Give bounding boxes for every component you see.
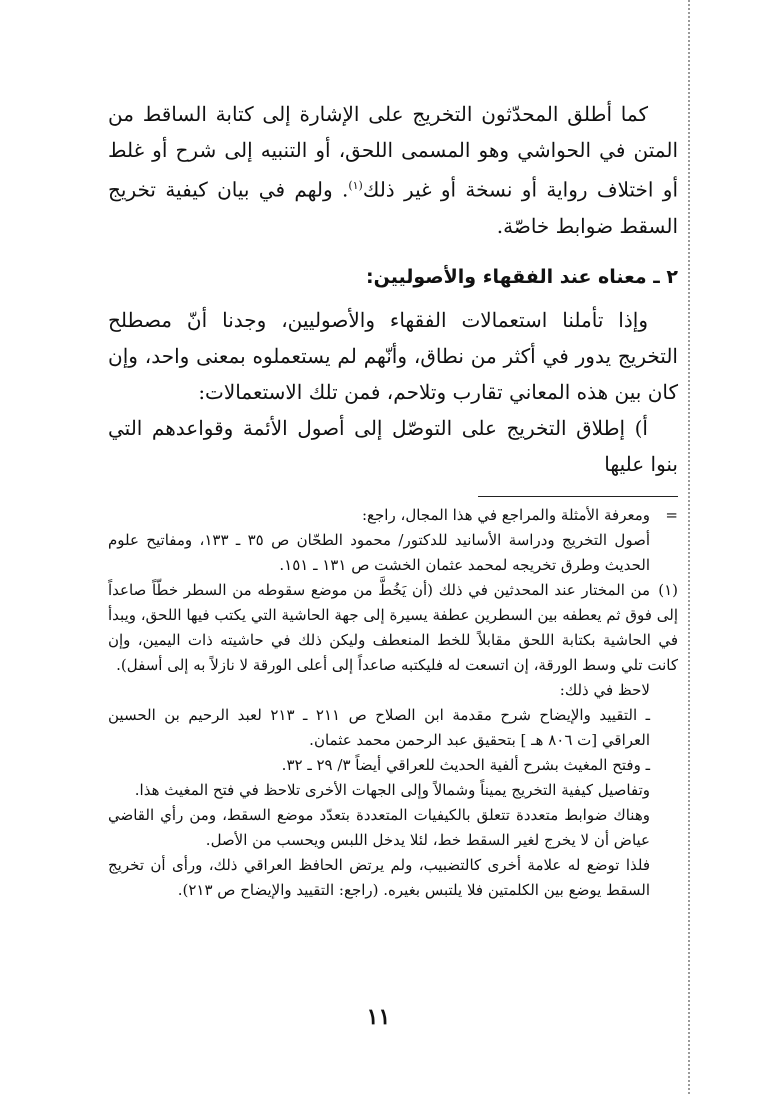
- page-number: ١١: [366, 1004, 391, 1030]
- footnote-1-para2: وتفاصيل كيفية التخريج يميناً وشمالاً وإلى الجهات الأخرى تلاحظ في فتح المغيث هذا.: [134, 780, 650, 799]
- para1-text: كما أطلق المحدّثون التخريج على الإشارة إلى كتابة الساقط من المتن في الحواشي وهو المسمى اللحق، أو التنبيه إلى شرح أو غلط أو اختلاف رواية أو نسخة أو غير ذلك: [108, 102, 678, 202]
- body-paragraph-1: [108, 96, 678, 244]
- section-heading: ٢ ـ معناه عند الفقهاء والأصوليين:: [366, 265, 678, 288]
- footnote-1-mark: (١): [658, 580, 678, 599]
- footnote-1-ref2: ـ وفتح المغيث بشرح ألفية الحديث للعراقي أيضاً ٣/ ٢٩ ـ ٣٢.: [281, 755, 650, 774]
- footnote-1-ref1: ـ التقييد والإيضاح شرح مقدمة ابن الصلاح ص ٢١١ ـ ٢١٣ لعبد الرحيم بن الحسين العراقي [ت ٨٠٦ هـ ] بتحقيق عبد الرحمن محمد عثمان.: [108, 705, 651, 749]
- page-content: [108, 96, 678, 903]
- footnote-1-text: من المختار عند المحدثين في ذلك (أن يَخُطَّ من موضع سقوطه من السطر خطّاً صاعداً إلى فوق ثم يعطفه بين السطرين عطفة يسيرة إلى جهة الحاشية التي يكتب فيها اللحق، ويبدأ في الحاشية بكتابة اللحق مقابلاً للخط المنعطف وليكن ذلك في حاشيته ذات اليمين، وإن كانت تلي وسط الورقة، إن اتسعت له فليكتبه صاعداً إلى أعلى الورقة لا نازلاً به إلى أسفل).: [108, 580, 678, 674]
- footnote-separator: [478, 496, 678, 497]
- footnote-cont-line1: ومعرفة الأمثلة والمراجع في هذا المجال، راجع:: [361, 505, 650, 524]
- para1-tail: . ولهم في بيان كيفية تخريج السقط ضوابط خاصّة.: [108, 177, 678, 238]
- body-paragraph-3: أ) إطلاق التخريج على التوصّل إلى أصول الأئمة وقواعدهم التي بنوا عليها: [108, 415, 678, 476]
- footnote-cont-line2: أصول التخريج ودراسة الأسانيد للدكتور/ محمود الطحّان ص ٣٥ ـ ١٣٣، ومفاتيح علوم الحديث وطرق تخريجه لمحمد عثمان الخشت ص ١٣١ ـ ١٥١.: [108, 530, 650, 574]
- body-paragraph-2: وإذا تأملنا استعمالات الفقهاء والأصوليين، وجدنا أنّ مصطلح التخريج يدور في أكثر من نطاق، وأنّهم لم يستعملوه بمعنى واحد، وإن كان بين هذه المعاني تقارب وتلاحم، فمن تلك الاستعمالات:: [108, 307, 678, 404]
- footnote-continued: [108, 503, 678, 528]
- footnote-1-see: لاحظ في ذلك:: [559, 680, 650, 699]
- footnote-1-para4: فلذا توضع له علامة أخرى كالتضبيب، ولم يرتض الحافظ العراقي ذلك، ورأى أن تخريج السقط يوضع بين الكلمتين فلا يلتبس بغيره. (راجع: التقييد والإيضاح ص ٢١٣).: [108, 855, 650, 899]
- footnote-cont-mark: =: [665, 505, 678, 524]
- scan-margin-line: [688, 0, 690, 1094]
- footnote-ref-1: (١): [348, 179, 363, 192]
- footnotes: [108, 503, 678, 903]
- footnote-1-para3: وهناك ضوابط متعددة تتعلق بالكيفيات المتعددة بتعدّد موضع السقط، ومن رأي القاضي عياض أن لا يخرج لغير السقط خط، لئلا يدخل اللبس ويحسب من الأصل.: [108, 805, 650, 849]
- footnote-1: [108, 578, 678, 678]
